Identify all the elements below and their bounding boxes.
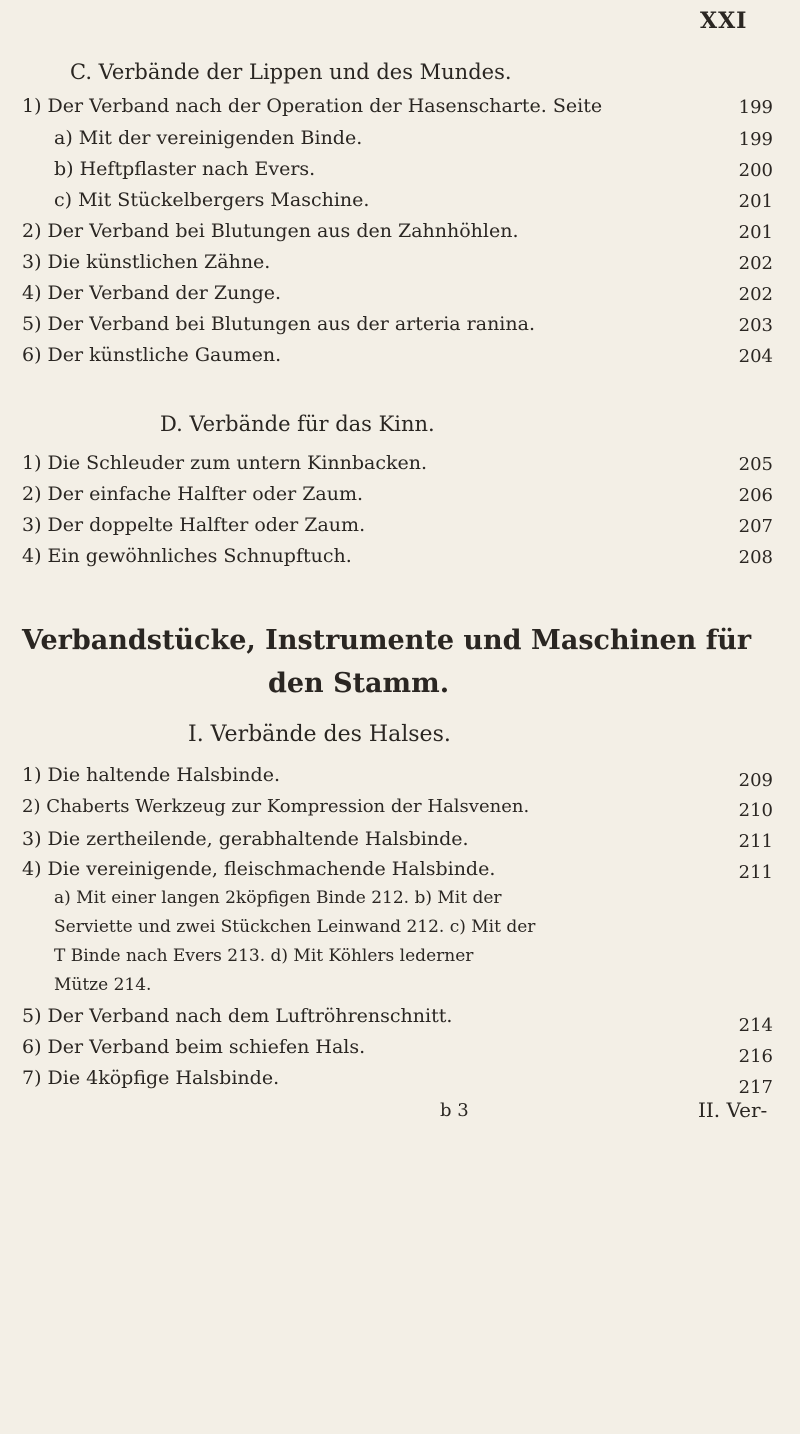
list-item: 6) Der Verband beim schiefen Hals. [22, 1036, 366, 1058]
signature-mark: b 3 [440, 1100, 469, 1121]
page-ref: 208 [738, 547, 773, 568]
page-number: XXI [700, 8, 748, 34]
page-ref: 199 [738, 97, 773, 118]
list-item: a) Mit der vereinigenden Binde. [54, 127, 363, 149]
page-ref: 216 [738, 1046, 773, 1067]
list-item: T Binde nach Evers 213. d) Mit Köhlers lederner [54, 946, 474, 966]
main-title-line-2: den Stamm. [268, 668, 450, 699]
page-ref: 206 [738, 485, 773, 506]
list-item: 7) Die 4köpfige Halsbinde. [22, 1067, 280, 1089]
page-ref: 214 [738, 1015, 773, 1036]
list-item: 3) Der doppelte Halfter oder Zaum. [22, 514, 366, 536]
page-ref: 204 [738, 346, 773, 367]
list-item: 3) Die zertheilende, gerabhaltende Halsbinde. [22, 828, 469, 850]
list-item: 5) Der Verband nach dem Luftröhrenschnitt. [22, 1005, 453, 1027]
page-ref: 201 [738, 222, 773, 243]
page-ref: 207 [738, 516, 773, 537]
page-ref: 201 [738, 191, 773, 212]
list-item: 3) Die künstlichen Zähne. [22, 251, 271, 273]
list-item: 1) Der Verband nach der Operation der Hasenscharte. Seite [22, 95, 603, 117]
list-item: 4) Die vereinigende, fleischmachende Halsbinde. [22, 858, 496, 880]
section-d-heading: D. Verbände für das Kinn. [160, 412, 435, 436]
list-item: 5) Der Verband bei Blutungen aus der arteria ranina. [22, 313, 535, 335]
page-ref: 211 [738, 831, 773, 852]
section-i-heading: I. Verbände des Halses. [188, 722, 451, 747]
list-item: 2) Der Verband bei Blutungen aus den Zahnhöhlen. [22, 220, 519, 242]
page-ref: 203 [738, 315, 773, 336]
main-title-line-1: Verbandstücke, Instrumente und Maschinen für [22, 625, 752, 656]
page-ref: 199 [738, 129, 773, 150]
list-item: c) Mit Stückelbergers Maschine. [54, 189, 370, 211]
list-item: 2) Chaberts Werkzeug zur Kompression der Halsvenen. [22, 796, 530, 817]
list-item: Mütze 214. [54, 975, 152, 995]
page-ref: 210 [738, 800, 773, 821]
page-ref: 209 [738, 770, 773, 791]
list-item: 1) Die Schleuder zum untern Kinnbacken. [22, 452, 428, 474]
section-c-heading: C. Verbände der Lippen und des Mundes. [70, 60, 512, 84]
page-ref: 211 [738, 862, 773, 883]
list-item: 6) Der künstliche Gaumen. [22, 344, 282, 366]
list-item: Serviette und zwei Stückchen Leinwand 212. c) Mit der [54, 917, 536, 937]
list-item: b) Heftpflaster nach Evers. [54, 158, 316, 180]
page-ref: 200 [738, 160, 773, 181]
list-item: a) Mit einer langen 2köpfigen Binde 212. b) Mit der [54, 888, 502, 908]
list-item: 2) Der einfache Halfter oder Zaum. [22, 483, 364, 505]
list-item: 4) Ein gewöhnliches Schnupftuch. [22, 545, 352, 567]
catchword: II. Ver- [698, 1098, 768, 1122]
list-item: 1) Die haltende Halsbinde. [22, 764, 280, 786]
page-ref: 217 [738, 1077, 773, 1098]
page-ref: 202 [738, 253, 773, 274]
page-ref: 202 [738, 284, 773, 305]
list-item: 4) Der Verband der Zunge. [22, 282, 282, 304]
page-ref: 205 [738, 454, 773, 475]
